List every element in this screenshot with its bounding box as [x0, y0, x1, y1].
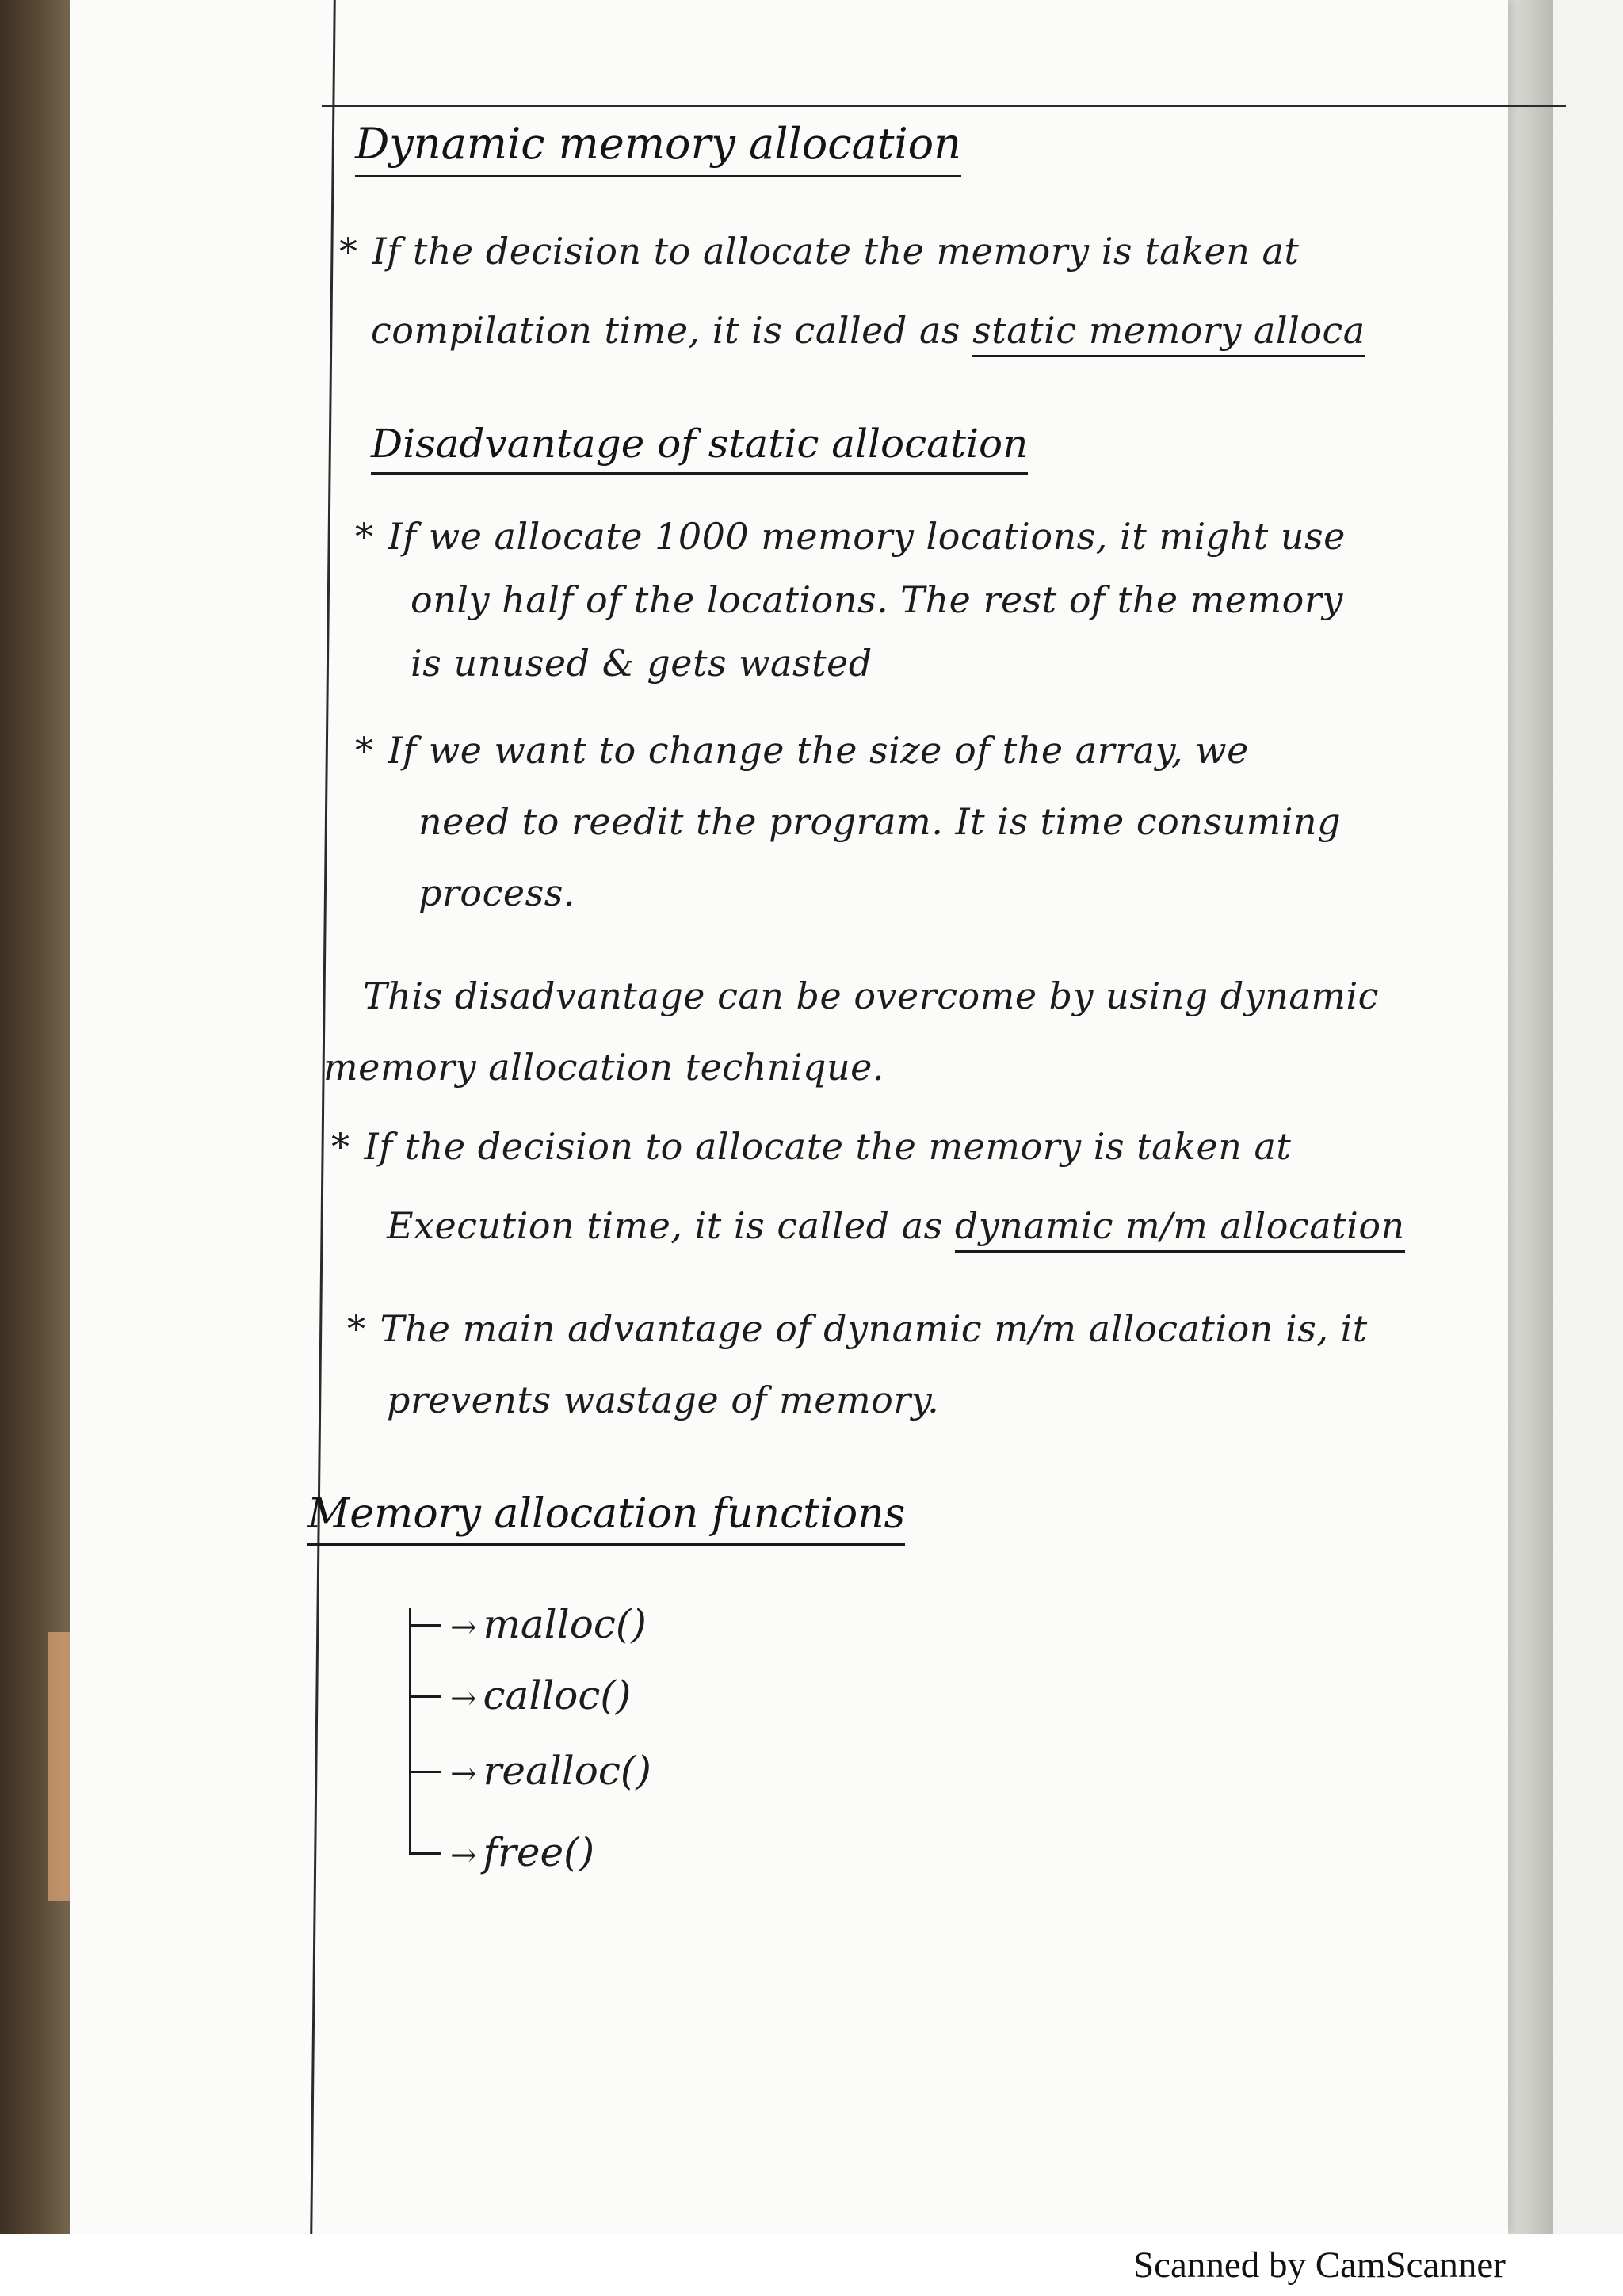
bullet-star: *: [355, 515, 374, 558]
intro-line-1: [339, 230, 1299, 273]
intro-line-2: [371, 309, 1365, 353]
notebook-page: [70, 0, 1508, 2234]
bottom-margin: [0, 2234, 1133, 2296]
bullet-star: *: [339, 230, 358, 273]
function-calloc: [450, 1672, 631, 1719]
arrow-icon: →: [450, 1756, 477, 1792]
function-malloc: [450, 1600, 647, 1648]
page-title: Dynamic memory allocation: [355, 119, 961, 177]
disadvantage-1-line-1: [355, 515, 1346, 559]
dynamic-def-text-2: Execution time, it is called as: [387, 1204, 943, 1247]
intro-text-2: compilation time, it is called as: [371, 309, 960, 352]
branch-connector: [409, 1695, 441, 1698]
overcome-line-2: memory allocation technique.: [323, 1046, 884, 1089]
disadvantage-heading: Disadvantage of static allocation: [371, 420, 1028, 475]
function-name: free(): [483, 1829, 595, 1875]
function-realloc: [450, 1747, 651, 1794]
disadvantage-1-line-2: only half of the locations. The rest of the memory: [411, 578, 1343, 621]
bullet-star: *: [355, 729, 374, 772]
advantage-line-2: prevents wastage of memory.: [387, 1379, 940, 1421]
advantage-line-1: [347, 1307, 1368, 1351]
dynamic-def-line-1: [331, 1125, 1291, 1169]
branch-connector: [409, 1771, 441, 1773]
function-name: malloc(): [483, 1601, 647, 1647]
dynamic-def-text-1: If the decision to allocate the memory is taken at: [364, 1125, 1292, 1168]
dynamic-def-line-2: [387, 1204, 1405, 1248]
arrow-icon: →: [450, 1609, 477, 1646]
functions-heading: Memory allocation functions: [307, 1489, 905, 1546]
function-tree-line: [409, 1608, 430, 1854]
arrow-icon: →: [450, 1680, 477, 1717]
scanner-watermark: Scanned by CamScanner: [1133, 2234, 1623, 2296]
function-free: [450, 1829, 594, 1876]
function-name: realloc(): [483, 1748, 651, 1794]
disadvantage-2-text-1: If we want to change the size of the array, we: [388, 729, 1249, 772]
branch-connector: [409, 1624, 441, 1627]
branch-connector: [409, 1852, 441, 1855]
disadvantage-2-line-2: need to reedit the program. It is time consuming: [418, 800, 1342, 843]
top-rule-line: [322, 105, 1566, 107]
intro-text-1: If the decision to allocate the memory is taken at: [372, 230, 1300, 273]
disadvantage-2-line-1: [355, 729, 1249, 772]
advantage-text-1: The main advantage of dynamic m/m allocation is, it: [380, 1307, 1368, 1350]
overcome-line-1: This disadvantage can be overcome by using dynamic: [363, 974, 1379, 1017]
disadvantage-1-text-1: If we allocate 1000 memory locations, it might use: [388, 515, 1346, 558]
bullet-star: *: [331, 1125, 350, 1168]
disadvantage-1-line-3: is unused & gets wasted: [411, 642, 873, 685]
dynamic-memory-term: dynamic m/m allocation: [955, 1204, 1405, 1253]
static-memory-term: static memory alloca: [972, 309, 1365, 357]
bullet-star: *: [347, 1307, 366, 1350]
margin-line: [310, 0, 336, 2234]
disadvantage-2-line-3: process.: [418, 871, 575, 914]
function-name: calloc(): [483, 1672, 632, 1718]
arrow-icon: →: [450, 1837, 477, 1874]
